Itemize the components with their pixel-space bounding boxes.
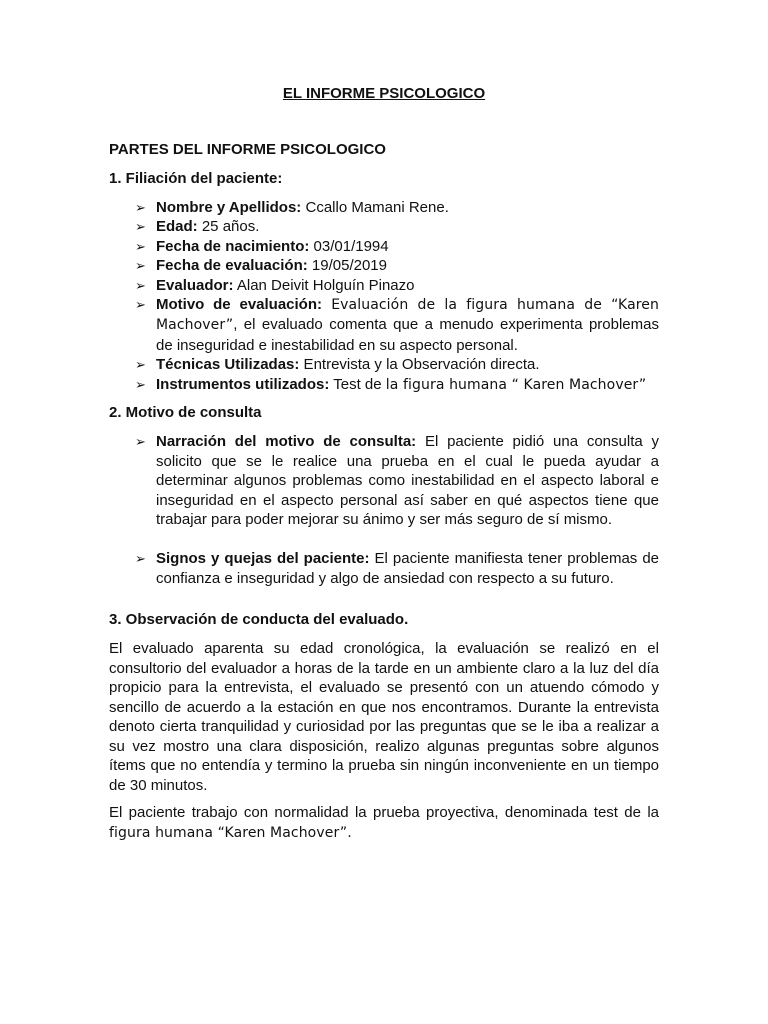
list-item: ➢ Signos y quejas del paciente: El paciente manifiesta tener problemas de confianza e inseguridad y algo de ansiedad con respecto a su futuro. [135, 550, 660, 587]
section-parts-heading: PARTES DEL INFORME PSICOLOGICO [109, 141, 386, 158]
list-item: ➢ Motivo de evaluación: Evaluación de la figura humana de “Karen Machover”, el evaluado comenta que a menudo experimenta problemas de inseguridad e inestabilidad en su aspecto personal. [135, 296, 659, 354]
arrow-bullet-icon: ➢ [135, 434, 146, 450]
arrow-bullet-icon: ➢ [135, 277, 146, 293]
document-page [109, 84, 659, 851]
list-item: ➢ Instrumentos utilizados: Test de la figura humana “ Karen Machover” [135, 375, 647, 393]
arrow-bullet-icon: ➢ [135, 219, 146, 235]
list-item: ➢ Fecha de evaluación: 19/05/2019 [135, 257, 387, 275]
section-1-heading: 1. Filiación del paciente: [109, 170, 283, 187]
arrow-bullet-icon: ➢ [135, 200, 146, 215]
section-3-heading: 3. Observación de conducta del evaluado. [109, 611, 409, 629]
list-item: ➢ Fecha de nacimiento: 03/01/1994 [135, 237, 389, 255]
list-item: ➢ Nombre y Apellidos: Ccallo Mamani Rene. [135, 199, 449, 216]
list-spacer [109, 530, 659, 549]
observacion-paragraph-1: El evaluado aparenta su edad cronológica, la evaluación se realizó en el consultorio del evaluador a horas de la tarde en un ambiente claro a la luz del día propicio para la entrevista, el evaluado se presentó con un atuendo cómodo y sencillo de acuerdo a la estación en que nos encontramos. Durante la entrevista denoto cierta tranquilidad y curiosidad por las preguntas que se le iba a realizar a su vez mostro una clara disposición, realizo algunas preguntas sobre algunos ítems que no entendía y termino la prueba sin ningún inconveniente en un tiempo de 30 minutos. [109, 640, 659, 794]
list-item: ➢ Técnicas Utilizadas: Entrevista y la Observación directa. [135, 356, 540, 374]
motivo-list [109, 432, 659, 588]
list-item: ➢ Edad: 25 años. [135, 218, 260, 236]
arrow-bullet-icon: ➢ [135, 357, 146, 373]
section-2-heading: 2. Motivo de consulta [109, 404, 262, 422]
arrow-bullet-icon: ➢ [135, 258, 146, 274]
arrow-bullet-icon: ➢ [135, 297, 146, 313]
list-item: ➢ Narración del motivo de consulta: El paciente pidió una consulta y solicito que se le realice una prueba en el cual le pueda ayudar a determinar algunos problemas como inestabilidad en el aspecto laboral e inseguridad en el aspecto personal así saber en qué aspectos tiene que trabajar para poder mejorar su ánimo y ser más seguro de sí mismo. [135, 433, 659, 529]
section-spacer [109, 596, 659, 610]
arrow-bullet-icon: ➢ [135, 551, 146, 567]
arrow-bullet-icon: ➢ [135, 238, 146, 254]
list-item: ➢ Evaluador: Alan Deivit Holguín Pinazo [135, 276, 415, 294]
arrow-bullet-icon: ➢ [135, 376, 146, 392]
document-title: EL INFORME PSICOLOGICO [282, 85, 486, 102]
filiacion-list [109, 198, 659, 395]
observacion-paragraph-2: El paciente trabajo con normalidad la prueba proyectiva, denominada test de la figura humana “Karen Machover”. [109, 804, 659, 841]
